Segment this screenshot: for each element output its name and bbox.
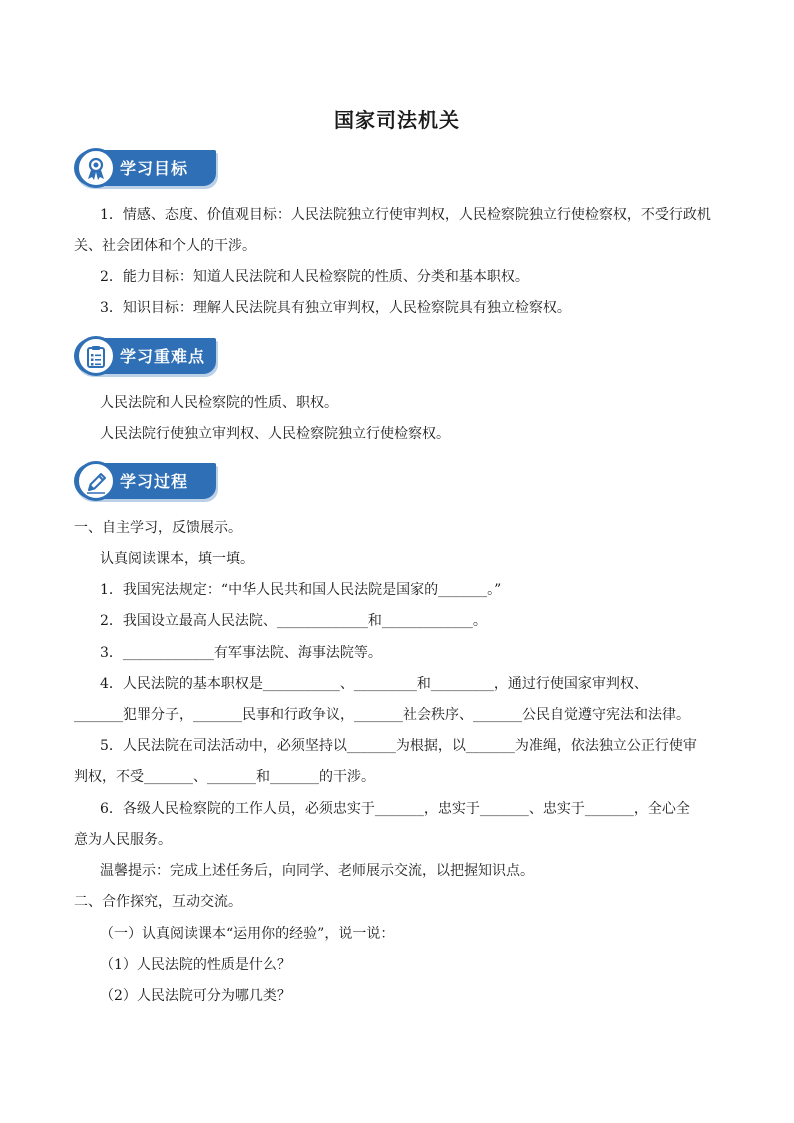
- section-header-goals: [74, 148, 216, 188]
- text-line: 判权，不受_______、_______和_______的干涉。: [74, 769, 375, 785]
- text-line: 关、社会团体和个人的干涉。: [74, 238, 256, 254]
- section-header-process: [74, 461, 216, 501]
- text-line: （一）认真阅读课本“运用你的经验”，说一说：: [100, 926, 395, 942]
- text-line: 4．人民法院的基本职权是___________、_________和_________，通过行使国家审判权、: [100, 676, 648, 692]
- page-title: 国家司法机关: [334, 108, 460, 132]
- text-line: 人民法院行使独立审判权、人民检察院独立行使检察权。: [100, 426, 450, 442]
- text-line: 6．各级人民检察院的工作人员，必须忠实于_______，忠实于_______、忠实于_______，全心全: [100, 801, 690, 817]
- text-line: 2．能力目标：知道人民法院和人民检察院的性质、分类和基本职权。: [100, 269, 529, 285]
- text-line: 1．我国宪法规定：“中华人民共和国人民法院是国家的_______。”: [100, 582, 502, 598]
- text-line: 5．人民法院在司法活动中，必须坚持以_______为根据，以_______为准绳，依法独立公正行使审: [100, 738, 697, 754]
- text-line: 温馨提示：完成上述任务后，向同学、老师展示交流，以把握知识点。: [100, 863, 534, 879]
- text-line: 3．知识目标：理解人民法院具有独立审判权，人民检察院具有独立检察权。: [100, 300, 571, 316]
- text-line: 意为人民服务。: [74, 832, 172, 848]
- section-label: 学习目标: [120, 159, 189, 178]
- text-line: （2）人民法院可分为哪几类？: [100, 988, 291, 1004]
- text-line: 认真阅读课本，填一填。: [100, 551, 254, 567]
- text-line: 2．我国设立最高人民法院、_____________和_____________。: [100, 613, 487, 629]
- clipboard-checklist-icon: [76, 336, 116, 376]
- text-line: 人民法院和人民检察院的性质、职权。: [100, 395, 338, 411]
- pencil-edit-icon: [76, 461, 116, 501]
- text-line: 3．_____________有军事法院、海事法院等。: [100, 645, 382, 661]
- section-label: 学习过程: [120, 472, 189, 491]
- text-line: 二、合作探究，互动交流。: [74, 894, 242, 910]
- text-line: （1）人民法院的性质是什么？: [100, 957, 291, 973]
- text-line: 一、自主学习，反馈展示。: [74, 520, 242, 536]
- section-label: 学习重难点: [120, 347, 206, 366]
- section-header-keypoints: [74, 336, 216, 376]
- text-line: 1．情感、态度、价值观目标：人民法院独立行使审判权，人民检察院独立行使检察权，不受行政机: [100, 207, 711, 223]
- text-line: _______犯罪分子，_______民事和行政争议，_______社会秩序、_______公民自觉遵守宪法和法律。: [74, 707, 690, 723]
- medal-ribbon-icon: [76, 148, 116, 188]
